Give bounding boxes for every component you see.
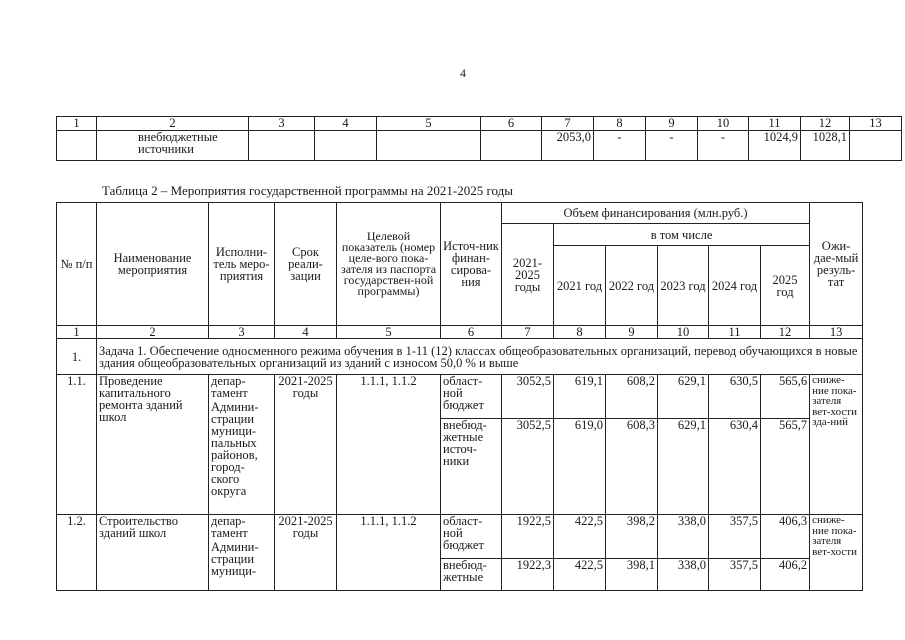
row-number: 1.1. <box>57 375 97 515</box>
column-numbers-row <box>57 326 863 339</box>
row-result: сниже-ние пока-зателя вет-хости <box>810 515 863 591</box>
col-number: 5 <box>377 117 481 131</box>
header-executor: Исполни-тель меро-приятия <box>209 203 275 326</box>
executor-administration: Админи-страции муници- <box>211 540 259 578</box>
row-term: 2021-2025 годы <box>275 375 337 515</box>
value-cell: 3052,5 <box>502 375 554 419</box>
value-cell: 422,5 <box>554 559 606 591</box>
row-executor <box>209 375 275 515</box>
table-row <box>57 375 863 419</box>
header-name: Наименование мероприятия <box>97 203 209 326</box>
header-year: 2025 год <box>761 246 810 326</box>
col-number: 4 <box>315 117 377 131</box>
table-caption: Таблица 2 – Мероприятия государственной программы на 2021-2025 годы <box>102 183 513 198</box>
table-row <box>57 515 863 559</box>
col-number: 13 <box>810 326 863 339</box>
table-cell <box>249 131 315 161</box>
executor-department: депар-тамент <box>211 514 248 540</box>
value-cell: 398,1 <box>606 559 658 591</box>
value-cell: 1922,5 <box>502 515 554 559</box>
table-cell <box>377 131 481 161</box>
row-executor <box>209 515 275 591</box>
value-cell: 629,1 <box>658 375 709 419</box>
value-cell: 422,5 <box>554 515 606 559</box>
measures-table <box>56 202 863 591</box>
row-name: Строительство зданий школ <box>97 515 209 591</box>
value-cell: 338,0 <box>658 559 709 591</box>
executor-administration: Админи-страции муници-пальных районов, город-ского округа <box>211 400 259 498</box>
table-cell: 1024,9 <box>749 131 801 161</box>
header-year: 2023 год <box>658 246 709 326</box>
header-total: 2021-2025 годы <box>502 224 554 326</box>
col-number: 13 <box>850 117 902 131</box>
table-cell: - <box>594 131 646 161</box>
row-target: 1.1.1, 1.1.2 <box>337 375 441 515</box>
header-year: 2022 год <box>606 246 658 326</box>
col-number: 8 <box>594 117 646 131</box>
header-result: Ожи-дае-мый резуль-тат <box>810 203 863 326</box>
table-cell: внебюджетные источники <box>97 131 249 161</box>
header-target: Целевой показатель (номер целе-вого пока-зателя из паспорта государствен-ной программы) <box>337 203 441 326</box>
value-cell: 338,0 <box>658 515 709 559</box>
col-number: 4 <box>275 326 337 339</box>
col-number: 1 <box>57 117 97 131</box>
continuation-data-row <box>57 131 902 161</box>
task-row <box>57 339 863 375</box>
source-cell: внебюд-жетные <box>441 559 502 591</box>
col-number: 7 <box>502 326 554 339</box>
value-cell: 1922,3 <box>502 559 554 591</box>
header-year: 2024 год <box>709 246 761 326</box>
col-number: 9 <box>646 117 698 131</box>
row-target: 1.1.1, 1.1.2 <box>337 515 441 591</box>
col-number: 3 <box>209 326 275 339</box>
value-cell: 406,3 <box>761 515 810 559</box>
col-number: 3 <box>249 117 315 131</box>
source-cell: област-ной бюджет <box>441 515 502 559</box>
col-number: 2 <box>97 117 249 131</box>
table-cell: 2053,0 <box>542 131 594 161</box>
value-cell: 608,3 <box>606 419 658 515</box>
value-cell: 357,5 <box>709 559 761 591</box>
value-cell: 3052,5 <box>502 419 554 515</box>
col-number: 8 <box>554 326 606 339</box>
table-cell: 1028,1 <box>801 131 850 161</box>
row-name: Проведение капитального ремонта зданий школ <box>97 375 209 515</box>
col-number: 7 <box>542 117 594 131</box>
col-number: 12 <box>761 326 810 339</box>
value-cell: 619,0 <box>554 419 606 515</box>
col-number: 1 <box>57 326 97 339</box>
value-cell: 398,2 <box>606 515 658 559</box>
value-cell: 630,5 <box>709 375 761 419</box>
header-row <box>57 203 863 224</box>
executor-department: депар-тамент <box>211 374 248 400</box>
value-cell: 565,6 <box>761 375 810 419</box>
value-cell: 629,1 <box>658 419 709 515</box>
value-cell: 608,2 <box>606 375 658 419</box>
row-result: сниже-ние пока-зателя вет-хости зда-ний <box>810 375 863 515</box>
header-including: в том числе <box>554 224 810 246</box>
col-number: 6 <box>441 326 502 339</box>
continuation-table <box>56 116 902 161</box>
value-cell: 357,5 <box>709 515 761 559</box>
header-term: Срок реали-зации <box>275 203 337 326</box>
value-cell: 630,4 <box>709 419 761 515</box>
header-num: № п/п <box>57 203 97 326</box>
task-text: Задача 1. Обеспечение односменного режима обучения в 1-11 (12) классах общеобразовательных организаций, перевод обучающихся в новые здания общеобразовательных организаций из зданий с износом 50,0 % и выше <box>97 339 863 375</box>
col-number: 5 <box>337 326 441 339</box>
header-volume: Объем финансирования (млн.руб.) <box>502 203 810 224</box>
header-source: Источ-ник финан-сирова-ния <box>441 203 502 326</box>
table-cell: - <box>698 131 749 161</box>
value-cell: 565,7 <box>761 419 810 515</box>
col-number: 2 <box>97 326 209 339</box>
task-number: 1. <box>57 339 97 375</box>
page-number: 4 <box>460 66 466 80</box>
value-cell: 619,1 <box>554 375 606 419</box>
col-number: 10 <box>658 326 709 339</box>
table-cell <box>57 131 97 161</box>
source-cell: внебюд-жетные источ-ники <box>441 419 502 515</box>
col-number: 12 <box>801 117 850 131</box>
table-cell <box>850 131 902 161</box>
col-number: 6 <box>481 117 542 131</box>
row-number: 1.2. <box>57 515 97 591</box>
col-number: 10 <box>698 117 749 131</box>
col-number: 11 <box>709 326 761 339</box>
continuation-header-row <box>57 117 902 131</box>
table-cell: - <box>646 131 698 161</box>
col-number: 11 <box>749 117 801 131</box>
source-cell: област-ной бюджет <box>441 375 502 419</box>
header-year: 2021 год <box>554 246 606 326</box>
row-term: 2021-2025 годы <box>275 515 337 591</box>
value-cell: 406,2 <box>761 559 810 591</box>
table-cell <box>481 131 542 161</box>
table-cell <box>315 131 377 161</box>
col-number: 9 <box>606 326 658 339</box>
